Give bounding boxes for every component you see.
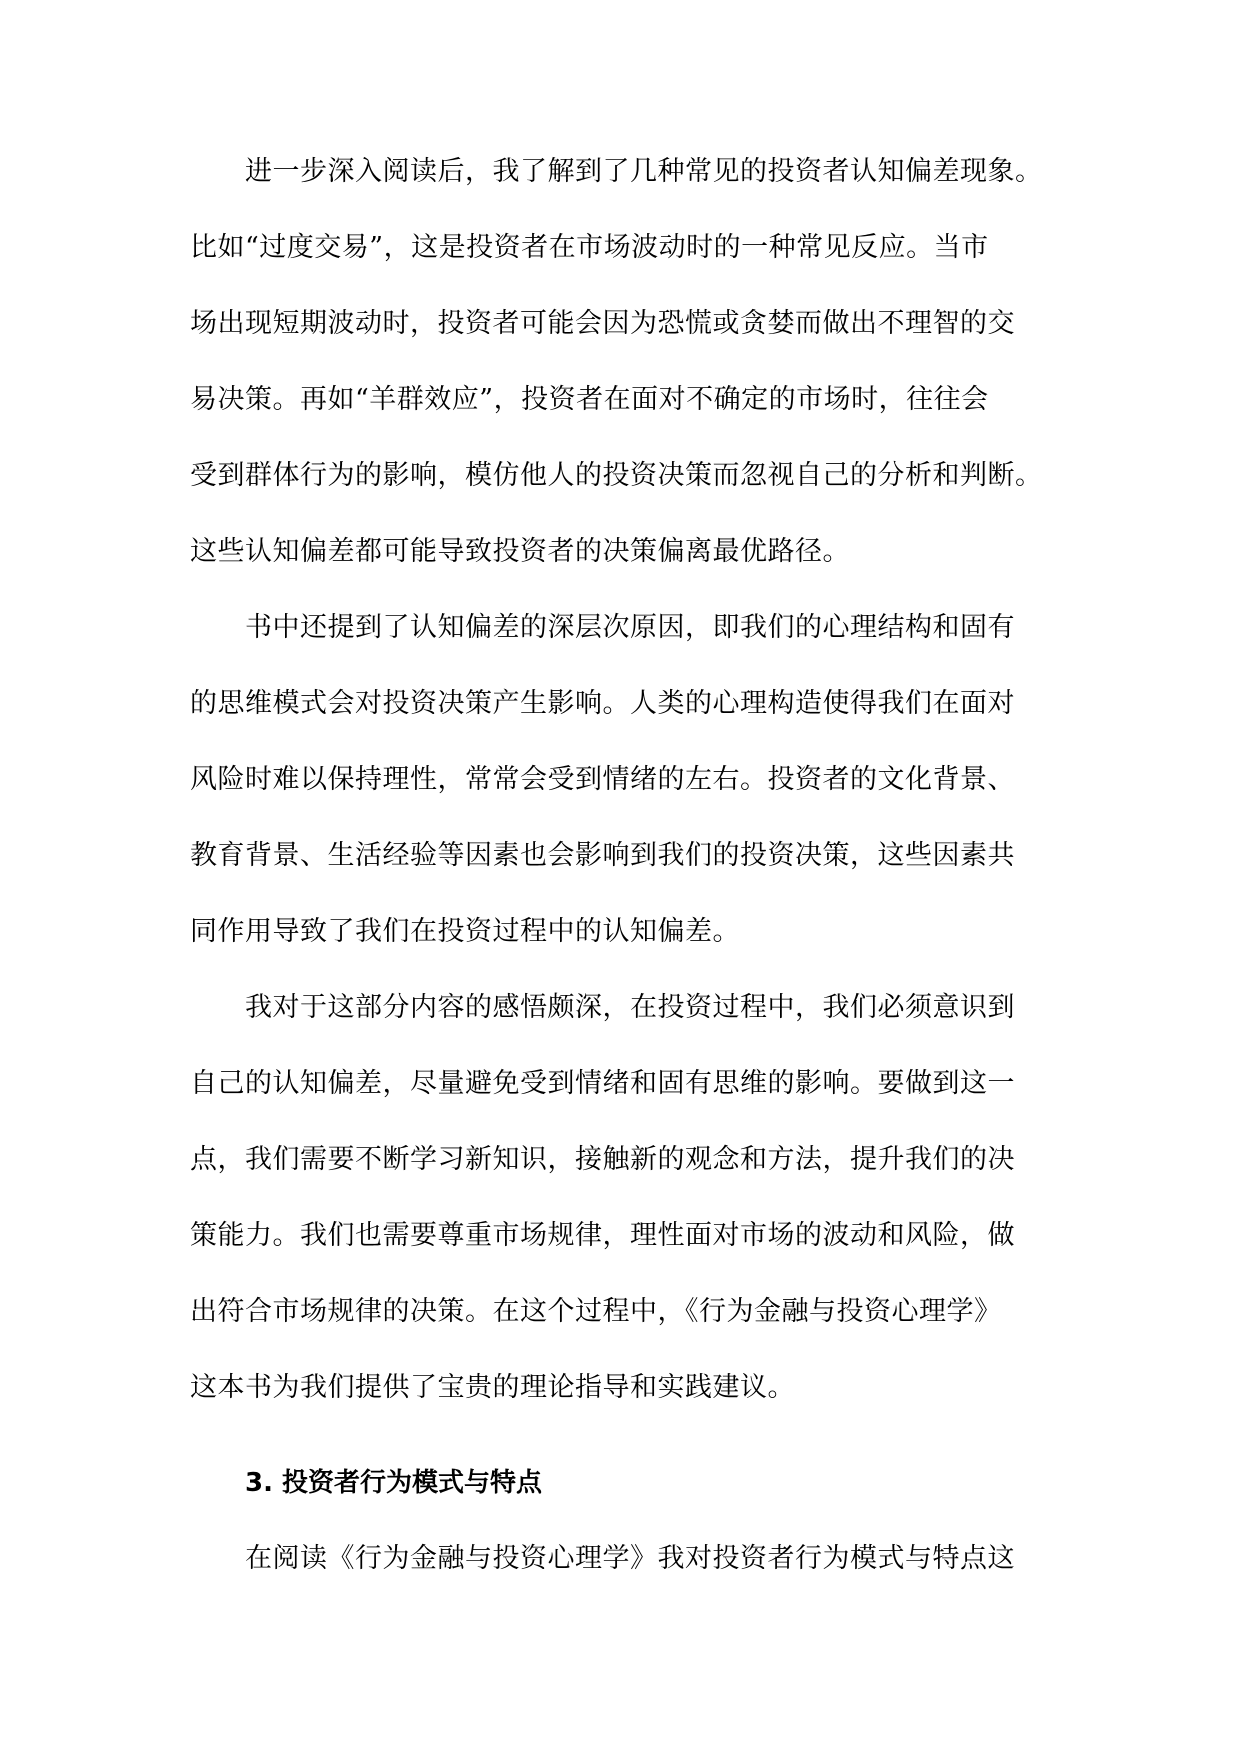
paragraph-line: 易决策。再如“羊群效应”，投资者在面对不确定的市场时，往往会 — [190, 384, 989, 415]
paragraph-line: 受到群体行为的影响，模仿他人的投资决策而忽视自己的分析和判断。 — [190, 460, 1043, 491]
paragraph-line: 进一步深入阅读后，我了解到了几种常见的投资者认知偏差现象。 — [245, 156, 1043, 187]
paragraph-line: 自己的认知偏差，尽量避免受到情绪和固有思维的影响。要做到这一 — [190, 1068, 1015, 1099]
paragraph-line: 场出现短期波动时，投资者可能会因为恐慌或贪婪而做出不理智的交 — [190, 308, 1015, 339]
paragraph-line: 教育背景、生活经验等因素也会影响到我们的投资决策，这些因素共 — [190, 840, 1015, 871]
paragraph-line: 在阅读《行为金融与投资心理学》我对投资者行为模式与特点这 — [245, 1543, 1015, 1574]
paragraph-line: 我对于这部分内容的感悟颇深，在投资过程中，我们必须意识到 — [245, 992, 1015, 1023]
paragraph-line: 风险时难以保持理性，常常会受到情绪的左右。投资者的文化背景、 — [190, 764, 1015, 795]
paragraph-line: 书中还提到了认知偏差的深层次原因，即我们的心理结构和固有 — [245, 612, 1015, 643]
paragraph-line: 这些认知偏差都可能导致投资者的决策偏离最优路径。 — [190, 536, 850, 567]
section-heading: 3. 投资者行为模式与特点 — [245, 1468, 543, 1498]
paragraph-line: 点，我们需要不断学习新知识，接触新的观念和方法，提升我们的决 — [190, 1144, 1015, 1175]
paragraph-line: 同作用导致了我们在投资过程中的认知偏差。 — [190, 916, 740, 947]
paragraph-line: 这本书为我们提供了宝贵的理论指导和实践建议。 — [190, 1372, 795, 1403]
paragraph-line: 出符合市场规律的决策。在这个过程中，《行为金融与投资心理学》 — [190, 1296, 1002, 1327]
paragraph-line: 的思维模式会对投资决策产生影响。人类的心理构造使得我们在面对 — [190, 688, 1015, 719]
paragraph-line: 比如“过度交易”，这是投资者在市场波动时的一种常见反应。当市 — [190, 232, 989, 263]
paragraph-line: 策能力。我们也需要尊重市场规律，理性面对市场的波动和风险，做 — [190, 1220, 1015, 1251]
